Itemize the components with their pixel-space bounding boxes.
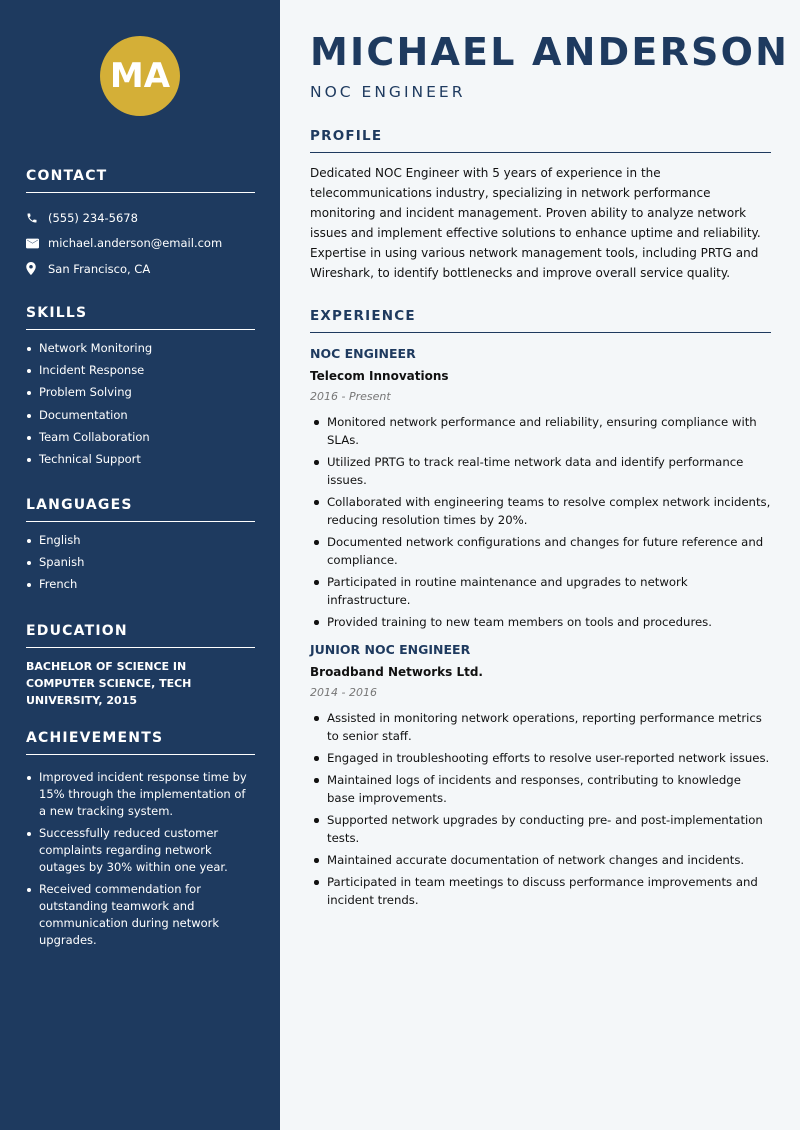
contact-email-text[interactable]: michael.anderson@email.com bbox=[48, 236, 223, 251]
achievements-list bbox=[26, 769, 255, 949]
skills-list bbox=[26, 340, 255, 468]
language-item: English bbox=[26, 532, 255, 549]
job-bullet: Assisted in monitoring network operations, reporting performance metrics to senior staff. bbox=[310, 709, 771, 745]
job-bullet: Engaged in troubleshooting efforts to resolve user-reported network issues. bbox=[310, 749, 771, 767]
avatar-initials: MA bbox=[109, 56, 171, 96]
job-dates: 2016 - Present bbox=[310, 390, 391, 403]
skill-item: Problem Solving bbox=[26, 384, 255, 401]
achievement-item: Received commendation for outstanding teamwork and communication during network upgrades. bbox=[26, 881, 255, 949]
contact-phone bbox=[26, 205, 255, 231]
job-bullet: Documented network configurations and changes for future reference and compliance. bbox=[310, 533, 771, 569]
skill-item: Team Collaboration bbox=[26, 429, 255, 446]
languages-section bbox=[26, 497, 255, 599]
job-dates: 2014 - 2016 bbox=[310, 686, 377, 699]
education-degree: BACHELOR OF SCIENCE IN COMPUTER SCIENCE, TECH UNIVERSITY, 2015 bbox=[26, 660, 192, 707]
job-role: JUNIOR NOC ENGINEER bbox=[310, 642, 471, 657]
job-entry bbox=[310, 345, 771, 631]
job-responsibilities bbox=[310, 709, 771, 909]
phone-icon bbox=[26, 212, 48, 224]
skills-section bbox=[26, 305, 255, 473]
contact-location bbox=[26, 256, 255, 282]
mail-icon bbox=[26, 238, 48, 249]
profile-heading: PROFILE bbox=[310, 128, 771, 153]
contact-section bbox=[26, 168, 255, 282]
candidate-name: MICHAEL ANDERSON bbox=[310, 30, 790, 74]
skill-item: Network Monitoring bbox=[26, 340, 255, 357]
languages-heading: LANGUAGES bbox=[26, 497, 255, 522]
job-company: Telecom Innovations bbox=[310, 369, 449, 383]
job-bullet: Participated in team meetings to discuss performance improvements and incident trends. bbox=[310, 873, 771, 909]
job-bullet: Maintained logs of incidents and responses, contributing to knowledge base improvements. bbox=[310, 771, 771, 807]
education-section bbox=[26, 623, 255, 709]
job-bullet: Provided training to new team members on tools and procedures. bbox=[310, 613, 771, 631]
contact-location-text: San Francisco, CA bbox=[48, 261, 151, 276]
avatar bbox=[100, 36, 180, 116]
skills-heading: SKILLS bbox=[26, 305, 255, 330]
language-item: French bbox=[26, 576, 255, 593]
job-company: Broadband Networks Ltd. bbox=[310, 665, 483, 679]
job-entry bbox=[310, 641, 771, 909]
profile-section bbox=[310, 128, 771, 283]
experience-heading: EXPERIENCE bbox=[310, 308, 771, 333]
skill-item: Documentation bbox=[26, 407, 255, 424]
contact-email bbox=[26, 231, 255, 257]
job-bullet: Collaborated with engineering teams to resolve complex network incidents, reducing resolution times by 20%. bbox=[310, 493, 771, 529]
job-bullet: Participated in routine maintenance and upgrades to network infrastructure. bbox=[310, 573, 771, 609]
contact-list bbox=[26, 205, 255, 282]
job-responsibilities bbox=[310, 413, 771, 631]
sidebar bbox=[0, 0, 280, 1130]
job-title-header: NOC ENGINEER bbox=[310, 83, 466, 101]
contact-phone-text[interactable]: (555) 234-5678 bbox=[48, 210, 138, 225]
achievement-item: Improved incident response time by 15% through the implementation of a new tracking system. bbox=[26, 769, 255, 820]
skill-item: Technical Support bbox=[26, 451, 255, 468]
achievements-heading: ACHIEVEMENTS bbox=[26, 730, 255, 755]
job-bullet: Supported network upgrades by conducting pre- and post-implementation tests. bbox=[310, 811, 771, 847]
location-pin-icon bbox=[26, 262, 48, 275]
job-bullet: Utilized PRTG to track real-time network data and identify performance issues. bbox=[310, 453, 771, 489]
achievement-item: Successfully reduced customer complaints regarding network outages by 30% within one year. bbox=[26, 825, 255, 876]
achievements-section bbox=[26, 730, 255, 955]
job-role: NOC ENGINEER bbox=[310, 346, 416, 361]
contact-heading: CONTACT bbox=[26, 168, 255, 193]
job-bullet: Monitored network performance and reliability, ensuring compliance with SLAs. bbox=[310, 413, 771, 449]
experience-section bbox=[310, 308, 771, 913]
profile-summary: Dedicated NOC Engineer with 5 years of experience in the telecommunications industry, specializing in network performance monitoring and incident management. Proven ability to analyze network issues and implement effective solutions to enhance uptime and reliability. Expertise in using various network management tools, including PRTG and Wireshark, to identify bottlenecks and improve overall service quality. bbox=[310, 166, 761, 280]
languages-list bbox=[26, 532, 255, 593]
language-item: Spanish bbox=[26, 554, 255, 571]
job-bullet: Maintained accurate documentation of network changes and incidents. bbox=[310, 851, 771, 869]
skill-item: Incident Response bbox=[26, 362, 255, 379]
education-heading: EDUCATION bbox=[26, 623, 255, 648]
